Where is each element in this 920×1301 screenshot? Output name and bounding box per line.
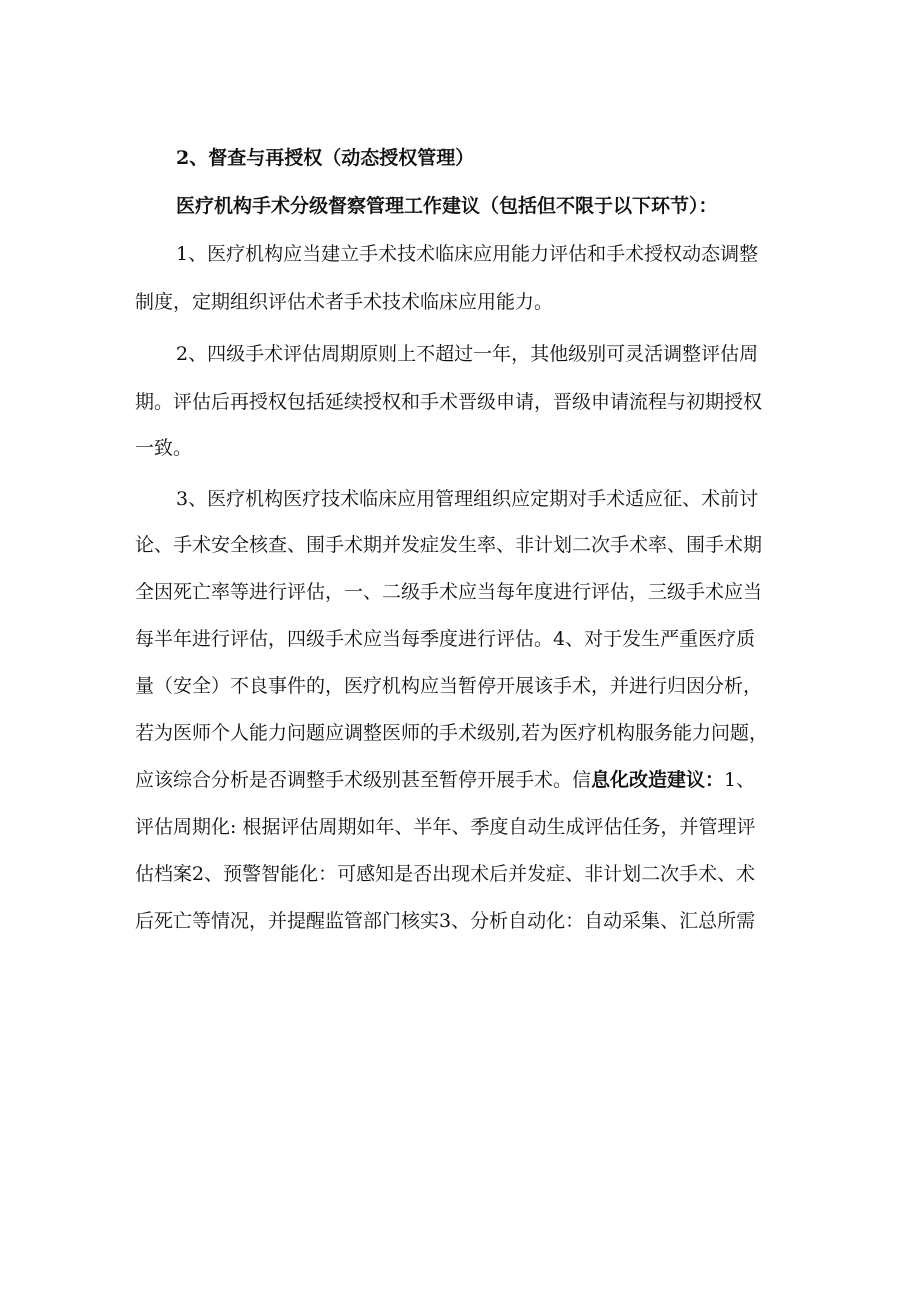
paragraph-3-line-3: 全因死亡率等进行评估，一、二级手术应当每年度进行评估，三级手术应当 (135, 581, 763, 603)
paragraph-1-line-1: 1、医疗机构应当建立手术技术临床应用能力评估和手术授权动态调整 (176, 243, 759, 265)
section-heading: 2、督查与再授权（动态授权管理） (176, 147, 475, 169)
paragraph-2-line-3: 一致。 (135, 437, 193, 459)
line-7-normal-text: 应该综合分析是否调整手术级别甚至暂停开展手术。信 (135, 769, 592, 791)
info-reform-label: 息化改造建议： (591, 769, 725, 791)
paragraph-3-line-9: 估档案2、预警智能化：可感知是否出现术后并发症、非计划二次手术、术 (135, 863, 756, 885)
paragraph-2-line-2: 期。评估后再授权包括延续授权和手术晋级申请，晋级申请流程与初期授权 (135, 391, 763, 413)
paragraph-3-line-6: 若为医师个人能力问题应调整医师的手术级别,若为医疗机构服务能力问题， (135, 722, 769, 744)
subheading: 医疗机构手术分级督察管理工作建议（包括但不限于以下环节）： (176, 195, 718, 217)
paragraph-3-line-7 (135, 768, 795, 792)
line-7-tail-text: 1、 (724, 769, 756, 791)
paragraph-3-line-2: 论、手术安全核查、围手术期并发症发生率、非计划二次手术率、围手术期 (135, 534, 763, 556)
paragraph-3-line-5: 量（安全）不良事件的，医疗机构应当暂停开展该手术，并进行归因分析， (135, 675, 763, 697)
paragraph-3-line-8: 评估周期化: 根据评估周期如年、半年、季度自动生成评估任务，并管理评 (135, 816, 756, 838)
paragraph-2-line-1: 2、四级手术评估周期原则上不超过一年，其他级别可灵活调整评估周 (176, 343, 759, 365)
paragraph-3-line-10: 后死亡等情况，并提醒监管部门核实3、分析自动化：自动采集、汇总所需 (135, 910, 756, 932)
paragraph-3-line-1: 3、医疗机构医疗技术临床应用管理组织应定期对手术适应征、术前讨 (176, 488, 759, 510)
paragraph-3-line-4: 每半年进行评估，四级手术应当每季度进行评估。4、对于发生严重医疗质 (135, 628, 756, 650)
paragraph-1-line-2: 制度，定期组织评估术者手术技术临床应用能力。 (135, 291, 554, 313)
